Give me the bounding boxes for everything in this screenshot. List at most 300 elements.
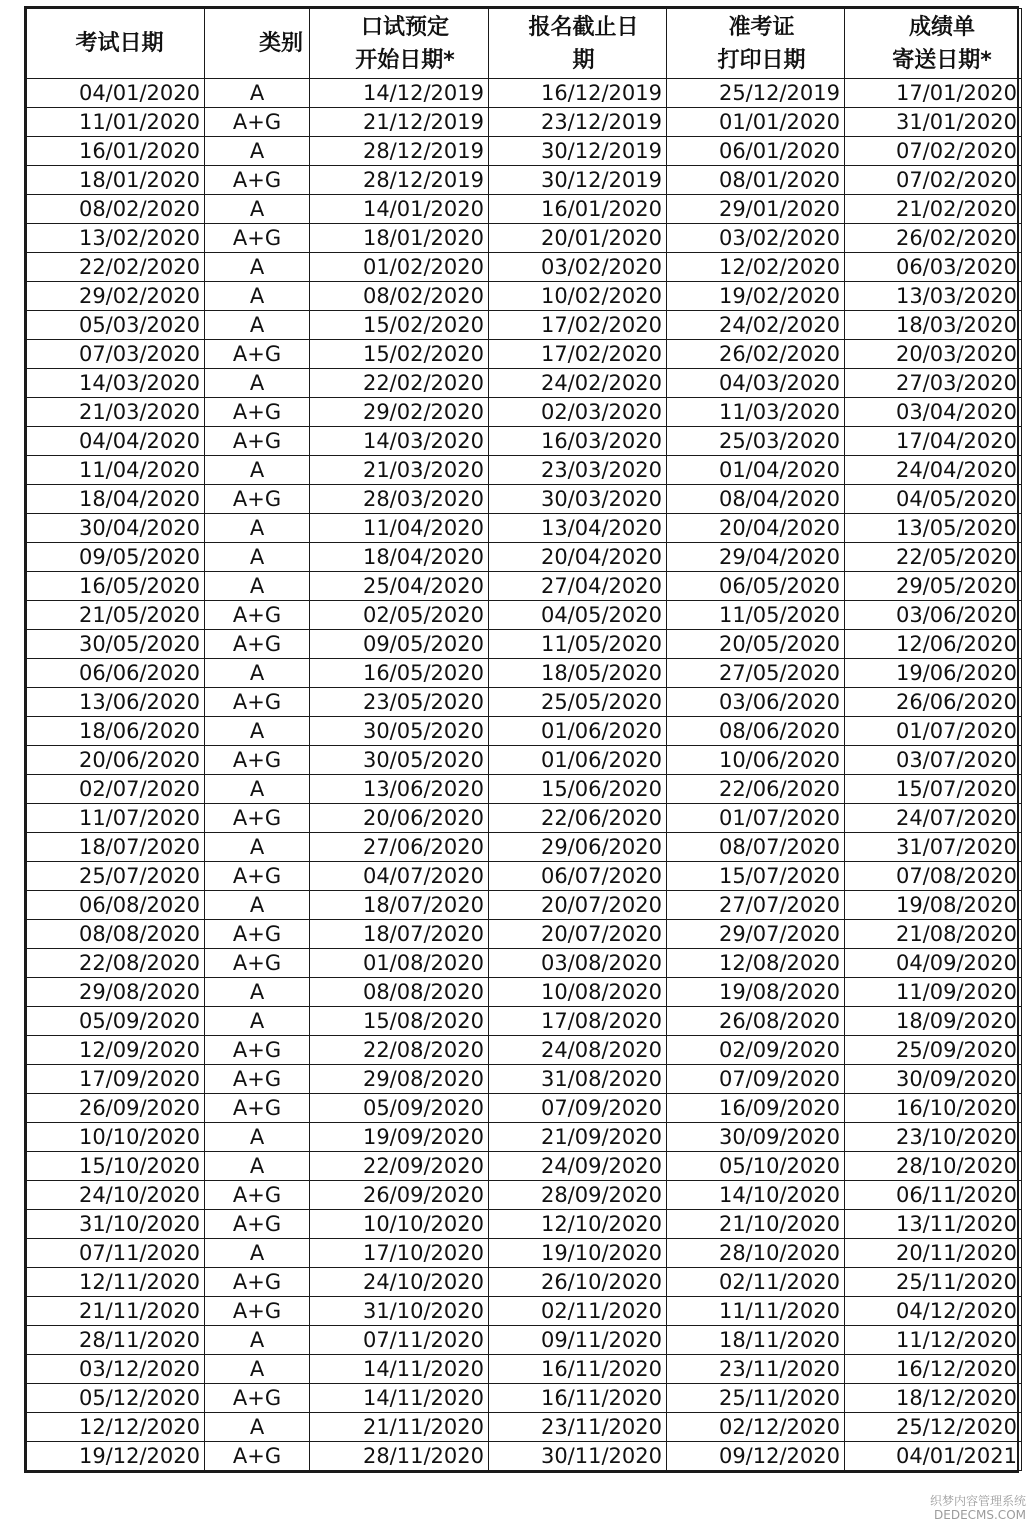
table-row <box>27 572 1022 601</box>
exam-date-cell: 22/02/2020 <box>27 253 205 282</box>
table-row <box>27 920 1022 949</box>
oral-start-cell: 29/02/2020 <box>310 398 489 427</box>
results-sent-cell: 17/04/2020 <box>845 427 1022 456</box>
admission-print-cell: 20/05/2020 <box>667 630 845 659</box>
admission-print-cell: 29/04/2020 <box>667 543 845 572</box>
admission-print-cell: 19/08/2020 <box>667 978 845 1007</box>
category-cell: A+G <box>205 1181 310 1210</box>
registration-deadline-cell: 31/08/2020 <box>489 1065 667 1094</box>
exam-date-cell: 06/06/2020 <box>27 659 205 688</box>
table-row <box>27 1007 1022 1036</box>
registration-deadline-cell: 09/11/2020 <box>489 1326 667 1355</box>
oral-start-cell: 21/03/2020 <box>310 456 489 485</box>
table-row <box>27 949 1022 978</box>
registration-deadline-cell: 20/07/2020 <box>489 920 667 949</box>
results-sent-cell: 04/05/2020 <box>845 485 1022 514</box>
oral-start-cell: 28/12/2019 <box>310 137 489 166</box>
registration-deadline-cell: 13/04/2020 <box>489 514 667 543</box>
table-row <box>27 137 1022 166</box>
results-sent-cell: 12/06/2020 <box>845 630 1022 659</box>
category-cell: A <box>205 891 310 920</box>
registration-deadline-cell: 03/08/2020 <box>489 949 667 978</box>
oral-start-cell: 17/10/2020 <box>310 1239 489 1268</box>
exam-date-cell: 21/03/2020 <box>27 398 205 427</box>
results-sent-cell: 27/03/2020 <box>845 369 1022 398</box>
category-cell: A <box>205 543 310 572</box>
exam-date-cell: 12/11/2020 <box>27 1268 205 1297</box>
registration-deadline-cell: 23/11/2020 <box>489 1413 667 1442</box>
admission-print-cell: 08/04/2020 <box>667 485 845 514</box>
registration-deadline-cell: 30/11/2020 <box>489 1442 667 1471</box>
admission-print-cell: 29/01/2020 <box>667 195 845 224</box>
admission-print-cell: 06/05/2020 <box>667 572 845 601</box>
admission-print-cell: 25/03/2020 <box>667 427 845 456</box>
header-results-sent-line2: 寄送日期* <box>892 47 992 73</box>
admission-print-cell: 29/07/2020 <box>667 920 845 949</box>
registration-deadline-cell: 10/08/2020 <box>489 978 667 1007</box>
category-cell: A+G <box>205 1036 310 1065</box>
admission-print-cell: 28/10/2020 <box>667 1239 845 1268</box>
oral-start-cell: 31/10/2020 <box>310 1297 489 1326</box>
oral-start-cell: 18/04/2020 <box>310 543 489 572</box>
category-cell: A+G <box>205 224 310 253</box>
category-cell: A+G <box>205 1210 310 1239</box>
registration-deadline-cell: 30/12/2019 <box>489 137 667 166</box>
table-row <box>27 427 1022 456</box>
admission-print-cell: 30/09/2020 <box>667 1123 845 1152</box>
category-cell: A+G <box>205 688 310 717</box>
table-row <box>27 601 1022 630</box>
exam-date-cell: 10/10/2020 <box>27 1123 205 1152</box>
results-sent-cell: 01/07/2020 <box>845 717 1022 746</box>
table-row <box>27 833 1022 862</box>
category-cell: A+G <box>205 920 310 949</box>
registration-deadline-cell: 20/01/2020 <box>489 224 667 253</box>
oral-start-cell: 13/06/2020 <box>310 775 489 804</box>
oral-start-cell: 28/03/2020 <box>310 485 489 514</box>
admission-print-cell: 27/07/2020 <box>667 891 845 920</box>
registration-deadline-cell: 20/04/2020 <box>489 543 667 572</box>
admission-print-cell: 16/09/2020 <box>667 1094 845 1123</box>
category-cell: A+G <box>205 398 310 427</box>
table-row <box>27 514 1022 543</box>
category-cell: A <box>205 1355 310 1384</box>
table-row <box>27 369 1022 398</box>
registration-deadline-cell: 10/02/2020 <box>489 282 667 311</box>
header-category <box>205 9 310 79</box>
admission-print-cell: 05/10/2020 <box>667 1152 845 1181</box>
category-cell: A+G <box>205 1065 310 1094</box>
oral-start-cell: 22/02/2020 <box>310 369 489 398</box>
results-sent-cell: 16/12/2020 <box>845 1355 1022 1384</box>
exam-date-cell: 16/01/2020 <box>27 137 205 166</box>
admission-print-cell: 03/02/2020 <box>667 224 845 253</box>
admission-print-cell: 01/04/2020 <box>667 456 845 485</box>
results-sent-cell: 13/11/2020 <box>845 1210 1022 1239</box>
table-row <box>27 1268 1022 1297</box>
registration-deadline-cell: 26/10/2020 <box>489 1268 667 1297</box>
header-exam-date <box>27 9 205 79</box>
registration-deadline-cell: 16/01/2020 <box>489 195 667 224</box>
oral-start-cell: 01/02/2020 <box>310 253 489 282</box>
results-sent-cell: 07/02/2020 <box>845 166 1022 195</box>
exam-date-cell: 12/09/2020 <box>27 1036 205 1065</box>
table-row <box>27 224 1022 253</box>
registration-deadline-cell: 16/11/2020 <box>489 1384 667 1413</box>
admission-print-cell: 25/12/2019 <box>667 79 845 108</box>
admission-print-cell: 02/09/2020 <box>667 1036 845 1065</box>
header-row <box>27 9 1022 79</box>
category-cell: A <box>205 195 310 224</box>
registration-deadline-cell: 15/06/2020 <box>489 775 667 804</box>
table-row <box>27 862 1022 891</box>
oral-start-cell: 30/05/2020 <box>310 746 489 775</box>
table-row <box>27 253 1022 282</box>
registration-deadline-cell: 30/03/2020 <box>489 485 667 514</box>
registration-deadline-cell: 28/09/2020 <box>489 1181 667 1210</box>
admission-print-cell: 01/07/2020 <box>667 804 845 833</box>
results-sent-cell: 18/09/2020 <box>845 1007 1022 1036</box>
table-row <box>27 166 1022 195</box>
admission-print-cell: 03/06/2020 <box>667 688 845 717</box>
header-registration-deadline-line2: 期 <box>572 47 595 73</box>
exam-date-cell: 25/07/2020 <box>27 862 205 891</box>
registration-deadline-cell: 25/05/2020 <box>489 688 667 717</box>
exam-date-cell: 08/08/2020 <box>27 920 205 949</box>
results-sent-cell: 04/12/2020 <box>845 1297 1022 1326</box>
registration-deadline-cell: 01/06/2020 <box>489 746 667 775</box>
category-cell: A+G <box>205 949 310 978</box>
oral-start-cell: 15/02/2020 <box>310 311 489 340</box>
results-sent-cell: 23/10/2020 <box>845 1123 1022 1152</box>
header-exam-date-label: 考试日期 <box>75 31 164 56</box>
registration-deadline-cell: 24/09/2020 <box>489 1152 667 1181</box>
table-row <box>27 108 1022 137</box>
registration-deadline-cell: 02/03/2020 <box>489 398 667 427</box>
oral-start-cell: 15/08/2020 <box>310 1007 489 1036</box>
category-cell: A <box>205 1123 310 1152</box>
registration-deadline-cell: 16/03/2020 <box>489 427 667 456</box>
oral-start-cell: 10/10/2020 <box>310 1210 489 1239</box>
exam-date-cell: 11/04/2020 <box>27 456 205 485</box>
category-cell: A <box>205 659 310 688</box>
admission-print-cell: 24/02/2020 <box>667 311 845 340</box>
table-row <box>27 1152 1022 1181</box>
table-row <box>27 1036 1022 1065</box>
oral-start-cell: 27/06/2020 <box>310 833 489 862</box>
exam-date-cell: 30/05/2020 <box>27 630 205 659</box>
registration-deadline-cell: 23/03/2020 <box>489 456 667 485</box>
exam-date-cell: 07/11/2020 <box>27 1239 205 1268</box>
category-cell: A+G <box>205 804 310 833</box>
exam-date-cell: 29/02/2020 <box>27 282 205 311</box>
admission-print-cell: 10/06/2020 <box>667 746 845 775</box>
results-sent-cell: 29/05/2020 <box>845 572 1022 601</box>
results-sent-cell: 03/07/2020 <box>845 746 1022 775</box>
registration-deadline-cell: 16/12/2019 <box>489 79 667 108</box>
results-sent-cell: 18/12/2020 <box>845 1384 1022 1413</box>
category-cell: A <box>205 572 310 601</box>
category-cell: A <box>205 1007 310 1036</box>
admission-print-cell: 12/02/2020 <box>667 253 845 282</box>
oral-start-cell: 23/05/2020 <box>310 688 489 717</box>
exam-date-cell: 30/04/2020 <box>27 514 205 543</box>
exam-date-cell: 12/12/2020 <box>27 1413 205 1442</box>
results-sent-cell: 06/03/2020 <box>845 253 1022 282</box>
registration-deadline-cell: 07/09/2020 <box>489 1094 667 1123</box>
results-sent-cell: 18/03/2020 <box>845 311 1022 340</box>
results-sent-cell: 25/12/2020 <box>845 1413 1022 1442</box>
registration-deadline-cell: 18/05/2020 <box>489 659 667 688</box>
exam-date-cell: 16/05/2020 <box>27 572 205 601</box>
registration-deadline-cell: 17/08/2020 <box>489 1007 667 1036</box>
registration-deadline-cell: 30/12/2019 <box>489 166 667 195</box>
oral-start-cell: 15/02/2020 <box>310 340 489 369</box>
table-row <box>27 804 1022 833</box>
admission-print-cell: 09/12/2020 <box>667 1442 845 1471</box>
oral-start-cell: 07/11/2020 <box>310 1326 489 1355</box>
watermark-line1: 织梦内容管理系统 <box>929 1494 1026 1508</box>
oral-start-cell: 18/07/2020 <box>310 891 489 920</box>
exam-date-cell: 29/08/2020 <box>27 978 205 1007</box>
table-row <box>27 398 1022 427</box>
table-row <box>27 630 1022 659</box>
table-row <box>27 456 1022 485</box>
results-sent-cell: 30/09/2020 <box>845 1065 1022 1094</box>
results-sent-cell: 21/08/2020 <box>845 920 1022 949</box>
oral-start-cell: 14/12/2019 <box>310 79 489 108</box>
header-oral-start-line1: 口试预定 <box>360 14 449 40</box>
admission-print-cell: 22/06/2020 <box>667 775 845 804</box>
results-sent-cell: 21/02/2020 <box>845 195 1022 224</box>
exam-date-cell: 04/04/2020 <box>27 427 205 456</box>
admission-print-cell: 02/11/2020 <box>667 1268 845 1297</box>
category-cell: A <box>205 978 310 1007</box>
category-cell: A <box>205 1239 310 1268</box>
header-category-label: 类别 <box>258 31 303 56</box>
registration-deadline-cell: 04/05/2020 <box>489 601 667 630</box>
oral-start-cell: 08/02/2020 <box>310 282 489 311</box>
registration-deadline-cell: 17/02/2020 <box>489 311 667 340</box>
oral-start-cell: 22/08/2020 <box>310 1036 489 1065</box>
exam-date-cell: 09/05/2020 <box>27 543 205 572</box>
oral-start-cell: 28/11/2020 <box>310 1442 489 1471</box>
header-oral-start <box>310 9 489 79</box>
registration-deadline-cell: 02/11/2020 <box>489 1297 667 1326</box>
registration-deadline-cell: 23/12/2019 <box>489 108 667 137</box>
category-cell: A+G <box>205 1297 310 1326</box>
admission-print-cell: 11/03/2020 <box>667 398 845 427</box>
admission-print-cell: 01/01/2020 <box>667 108 845 137</box>
results-sent-cell: 16/10/2020 <box>845 1094 1022 1123</box>
admission-print-cell: 12/08/2020 <box>667 949 845 978</box>
table-row <box>27 978 1022 1007</box>
exam-date-cell: 05/12/2020 <box>27 1384 205 1413</box>
oral-start-cell: 05/09/2020 <box>310 1094 489 1123</box>
table-row <box>27 1326 1022 1355</box>
watermark-logo <box>930 1494 1026 1522</box>
registration-deadline-cell: 17/02/2020 <box>489 340 667 369</box>
table-row <box>27 282 1022 311</box>
exam-date-cell: 05/03/2020 <box>27 311 205 340</box>
results-sent-cell: 25/09/2020 <box>845 1036 1022 1065</box>
category-cell: A <box>205 775 310 804</box>
admission-print-cell: 21/10/2020 <box>667 1210 845 1239</box>
exam-date-cell: 21/05/2020 <box>27 601 205 630</box>
oral-start-cell: 14/11/2020 <box>310 1384 489 1413</box>
category-cell: A+G <box>205 1268 310 1297</box>
oral-start-cell: 25/04/2020 <box>310 572 489 601</box>
admission-print-cell: 19/02/2020 <box>667 282 845 311</box>
header-oral-start-line2: 开始日期* <box>355 47 455 73</box>
exam-date-cell: 24/10/2020 <box>27 1181 205 1210</box>
admission-print-cell: 08/06/2020 <box>667 717 845 746</box>
exam-date-cell: 18/06/2020 <box>27 717 205 746</box>
category-cell: A+G <box>205 862 310 891</box>
results-sent-cell: 19/06/2020 <box>845 659 1022 688</box>
category-cell: A+G <box>205 630 310 659</box>
header-admission-print-line2: 打印日期 <box>717 47 806 73</box>
results-sent-cell: 19/08/2020 <box>845 891 1022 920</box>
results-sent-cell: 26/02/2020 <box>845 224 1022 253</box>
category-cell: A <box>205 1413 310 1442</box>
admission-print-cell: 23/11/2020 <box>667 1355 845 1384</box>
admission-print-cell: 27/05/2020 <box>667 659 845 688</box>
header-results-sent-line1: 成绩单 <box>908 14 975 40</box>
registration-deadline-cell: 29/06/2020 <box>489 833 667 862</box>
header-results-sent <box>845 9 1022 79</box>
results-sent-cell: 11/12/2020 <box>845 1326 1022 1355</box>
table-row <box>27 1181 1022 1210</box>
oral-start-cell: 28/12/2019 <box>310 166 489 195</box>
header-registration-deadline-line1: 报名截止日 <box>528 14 639 40</box>
category-cell: A+G <box>205 1384 310 1413</box>
exam-date-cell: 03/12/2020 <box>27 1355 205 1384</box>
admission-print-cell: 14/10/2020 <box>667 1181 845 1210</box>
admission-print-cell: 08/07/2020 <box>667 833 845 862</box>
admission-print-cell: 08/01/2020 <box>667 166 845 195</box>
oral-start-cell: 14/03/2020 <box>310 427 489 456</box>
table-row <box>27 311 1022 340</box>
table-row <box>27 340 1022 369</box>
category-cell: A <box>205 137 310 166</box>
results-sent-cell: 20/11/2020 <box>845 1239 1022 1268</box>
oral-start-cell: 11/04/2020 <box>310 514 489 543</box>
oral-start-cell: 08/08/2020 <box>310 978 489 1007</box>
oral-start-cell: 18/01/2020 <box>310 224 489 253</box>
results-sent-cell: 24/04/2020 <box>845 456 1022 485</box>
admission-print-cell: 11/05/2020 <box>667 601 845 630</box>
exam-schedule-table-frame <box>24 6 1019 1473</box>
table-row <box>27 1123 1022 1152</box>
results-sent-cell: 28/10/2020 <box>845 1152 1022 1181</box>
exam-date-cell: 13/06/2020 <box>27 688 205 717</box>
table-row <box>27 1355 1022 1384</box>
exam-schedule-table <box>26 8 1022 1471</box>
category-cell: A+G <box>205 1094 310 1123</box>
results-sent-cell: 25/11/2020 <box>845 1268 1022 1297</box>
results-sent-cell: 22/05/2020 <box>845 543 1022 572</box>
category-cell: A <box>205 1152 310 1181</box>
oral-start-cell: 18/07/2020 <box>310 920 489 949</box>
admission-print-cell: 04/03/2020 <box>667 369 845 398</box>
exam-date-cell: 22/08/2020 <box>27 949 205 978</box>
results-sent-cell: 07/02/2020 <box>845 137 1022 166</box>
category-cell: A+G <box>205 1442 310 1471</box>
table-row <box>27 1384 1022 1413</box>
results-sent-cell: 26/06/2020 <box>845 688 1022 717</box>
exam-date-cell: 17/09/2020 <box>27 1065 205 1094</box>
table-row <box>27 1210 1022 1239</box>
oral-start-cell: 01/08/2020 <box>310 949 489 978</box>
results-sent-cell: 11/09/2020 <box>845 978 1022 1007</box>
category-cell: A <box>205 79 310 108</box>
category-cell: A+G <box>205 601 310 630</box>
category-cell: A <box>205 311 310 340</box>
table-row <box>27 1094 1022 1123</box>
registration-deadline-cell: 03/02/2020 <box>489 253 667 282</box>
registration-deadline-cell: 16/11/2020 <box>489 1355 667 1384</box>
category-cell: A <box>205 514 310 543</box>
oral-start-cell: 29/08/2020 <box>310 1065 489 1094</box>
admission-print-cell: 20/04/2020 <box>667 514 845 543</box>
header-registration-deadline <box>489 9 667 79</box>
admission-print-cell: 15/07/2020 <box>667 862 845 891</box>
table-row <box>27 485 1022 514</box>
registration-deadline-cell: 06/07/2020 <box>489 862 667 891</box>
oral-start-cell: 09/05/2020 <box>310 630 489 659</box>
admission-print-cell: 07/09/2020 <box>667 1065 845 1094</box>
admission-print-cell: 18/11/2020 <box>667 1326 845 1355</box>
admission-print-cell: 26/02/2020 <box>667 340 845 369</box>
exam-date-cell: 05/09/2020 <box>27 1007 205 1036</box>
results-sent-cell: 04/09/2020 <box>845 949 1022 978</box>
exam-date-cell: 26/09/2020 <box>27 1094 205 1123</box>
category-cell: A+G <box>205 746 310 775</box>
category-cell: A <box>205 717 310 746</box>
results-sent-cell: 03/06/2020 <box>845 601 1022 630</box>
admission-print-cell: 25/11/2020 <box>667 1384 845 1413</box>
results-sent-cell: 07/08/2020 <box>845 862 1022 891</box>
admission-print-cell: 11/11/2020 <box>667 1297 845 1326</box>
exam-date-cell: 21/11/2020 <box>27 1297 205 1326</box>
oral-start-cell: 24/10/2020 <box>310 1268 489 1297</box>
table-row <box>27 717 1022 746</box>
oral-start-cell: 16/05/2020 <box>310 659 489 688</box>
exam-date-cell: 20/06/2020 <box>27 746 205 775</box>
results-sent-cell: 20/03/2020 <box>845 340 1022 369</box>
results-sent-cell: 13/05/2020 <box>845 514 1022 543</box>
exam-date-cell: 14/03/2020 <box>27 369 205 398</box>
category-cell: A <box>205 1326 310 1355</box>
oral-start-cell: 14/11/2020 <box>310 1355 489 1384</box>
exam-date-cell: 15/10/2020 <box>27 1152 205 1181</box>
oral-start-cell: 02/05/2020 <box>310 601 489 630</box>
category-cell: A <box>205 253 310 282</box>
category-cell: A+G <box>205 108 310 137</box>
watermark-line2: DEDECMS.COM <box>934 1508 1026 1522</box>
table-row <box>27 195 1022 224</box>
exam-date-cell: 28/11/2020 <box>27 1326 205 1355</box>
exam-date-cell: 07/03/2020 <box>27 340 205 369</box>
exam-date-cell: 02/07/2020 <box>27 775 205 804</box>
category-cell: A+G <box>205 485 310 514</box>
category-cell: A <box>205 833 310 862</box>
table-row <box>27 659 1022 688</box>
oral-start-cell: 21/12/2019 <box>310 108 489 137</box>
oral-start-cell: 04/07/2020 <box>310 862 489 891</box>
exam-date-cell: 18/04/2020 <box>27 485 205 514</box>
